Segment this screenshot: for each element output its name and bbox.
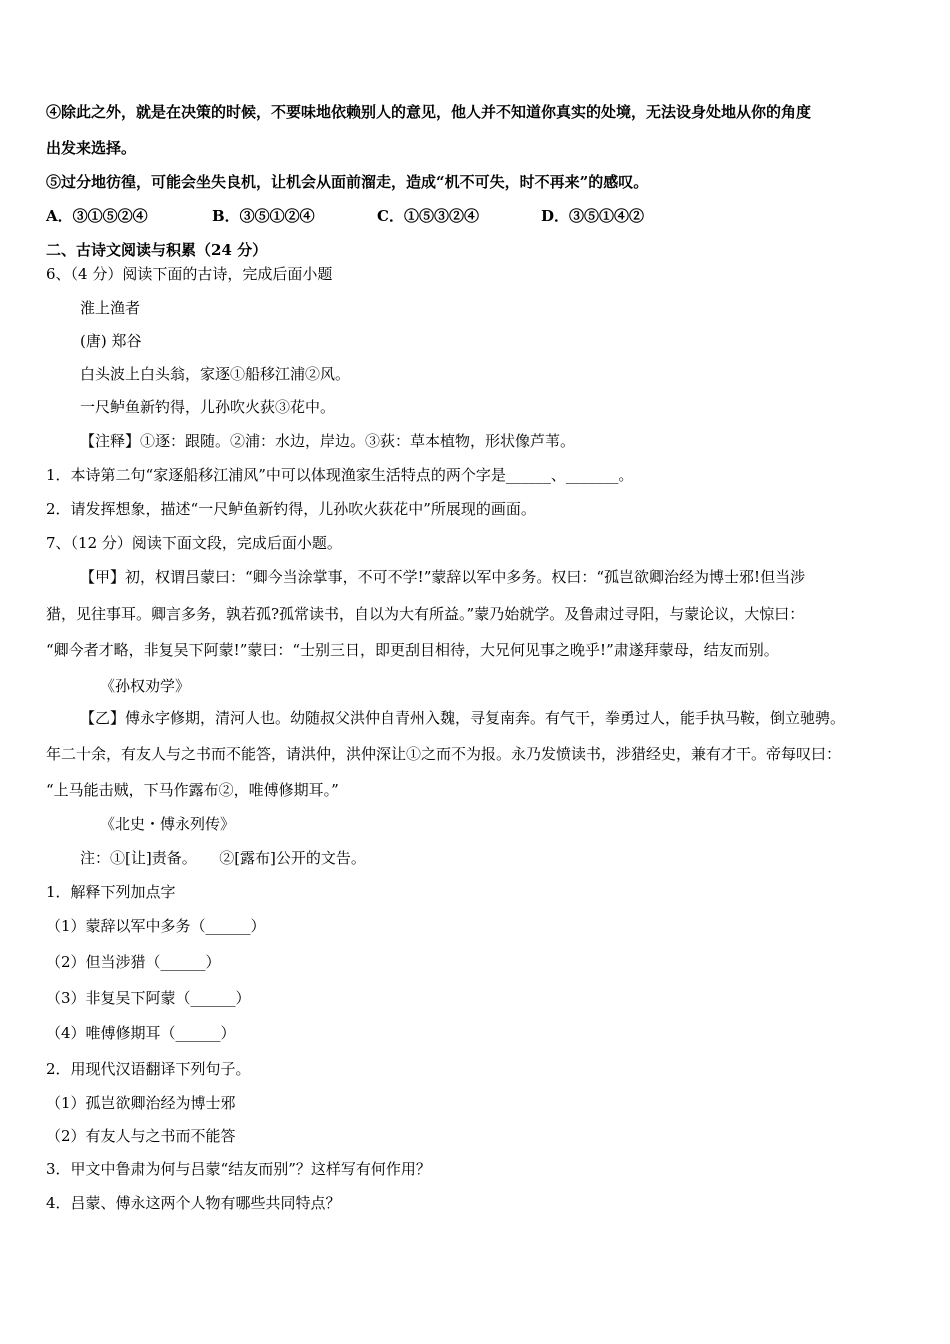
q7-stem: 7、（12 分）阅读下面文段，完成后面小题。 [46, 534, 342, 552]
q7-sub1-item-3: （3）非复吴下阿蒙（______） [46, 989, 251, 1007]
q6-sub2: 2．请发挥想象，描述“一尺鲈鱼新钓得，儿孙吹火荻花中”所展现的画面。 [46, 500, 536, 518]
q5-option-a: A．③①⑤②④ [46, 207, 148, 225]
section2-heading: 二、古诗文阅读与积累（24 分） [46, 241, 268, 259]
passage-jia-line3: “卿今者才略，非复吴下阿蒙!”蒙曰：“士别三日，即更刮目相待，大兄何见事之晚乎!”肃遂拜蒙母，结友而别。 [46, 641, 779, 659]
q7-sub2-item-1: （1）孤岂欲卿治经为博士邪 [46, 1094, 236, 1112]
passage-jia-line2: 猎，见往事耳。卿言多务，孰若孤?孤常读书，自以为大有所益。”蒙乃始就学。及鲁肃过寻阳，与蒙论议，大惊曰： [46, 605, 805, 623]
q5-item4-line1: ④除此之外，就是在决策的时候，不要味地依赖别人的意见，他人并不知道你真实的处境，无法设身处地从你的角度 [46, 103, 812, 121]
q6-stem: 6、（4 分）阅读下面的古诗，完成后面小题 [46, 265, 333, 283]
passage-yi-note: 注：①[让]责备。 ②[露布]公开的文告。 [80, 849, 366, 867]
passage-yi-line1: 【乙】傅永字修期，清河人也。幼随叔父洪仲自青州入魏，寻复南奔。有气干，拳勇过人，能手执马鞍，倒立驰骋。 [80, 709, 846, 727]
q6-sub1: 1．本诗第二句“家逐船移江浦风”中可以体现渔家生活特点的两个字是______、_______。 [46, 466, 634, 484]
poem-author: (唐) 郑谷 [80, 332, 142, 350]
passage-jia-source: 《孙权劝学》 [100, 677, 191, 695]
passage-yi-line3: “上马能击贼，下马作露布②，唯傅修期耳。” [46, 781, 339, 799]
passage-yi-source: 《北史・傅永列传》 [100, 815, 236, 833]
q7-sub2-title: 2．用现代汉语翻译下列句子。 [46, 1060, 251, 1078]
passage-jia-line1: 【甲】初，权谓吕蒙曰：“卿今当涂掌事，不可不学!”蒙辞以军中多务。权曰：“孤岂欲卿治经为博士邪!但当涉 [80, 568, 806, 586]
q7-sub2-item-2: （2）有友人与之书而不能答 [46, 1127, 236, 1145]
q5-option-b: B．③⑤①②④ [212, 207, 315, 225]
poem-title: 淮上渔者 [80, 299, 141, 317]
q7-sub4: 4．吕蒙、傅永这两个人物有哪些共同特点？ [46, 1194, 341, 1212]
q7-sub1-item-1: （1）蒙辞以军中多务（______） [46, 917, 266, 935]
poem-line-2: 一尺鲈鱼新钓得，儿孙吹火荻③花中。 [80, 398, 336, 416]
q7-sub1-item-4: （4）唯傅修期耳（______） [46, 1024, 236, 1042]
q7-sub1-title: 1．解释下列加点字 [46, 883, 176, 901]
q5-option-d: D．③⑤①④② [541, 207, 645, 225]
q5-option-c: C．①⑤③②④ [377, 207, 479, 225]
poem-note: 【注释】①逐：跟随。②浦：水边，岸边。③荻：草本植物，形状像芦苇。 [80, 432, 576, 450]
q7-sub3: 3．甲文中鲁肃为何与吕蒙“结友而别”？这样写有何作用？ [46, 1160, 431, 1178]
q7-sub1-item-2: （2）但当涉猎（______） [46, 953, 221, 971]
passage-yi-line2: 年二十余，有友人与之书而不能答，请洪仲，洪仲深让①之而不为报。永乃发愤读书，涉猎经史，兼有才干。帝每叹曰： [46, 745, 842, 763]
q5-item5: ⑤过分地彷徨，可能会坐失良机，让机会从面前溜走，造成“机不可失，时不再来”的感叹。 [46, 173, 649, 191]
poem-line-1: 白头波上白头翁，家逐①船移江浦②风。 [80, 365, 351, 383]
q5-item4-line2: 出发来选择。 [46, 139, 137, 157]
